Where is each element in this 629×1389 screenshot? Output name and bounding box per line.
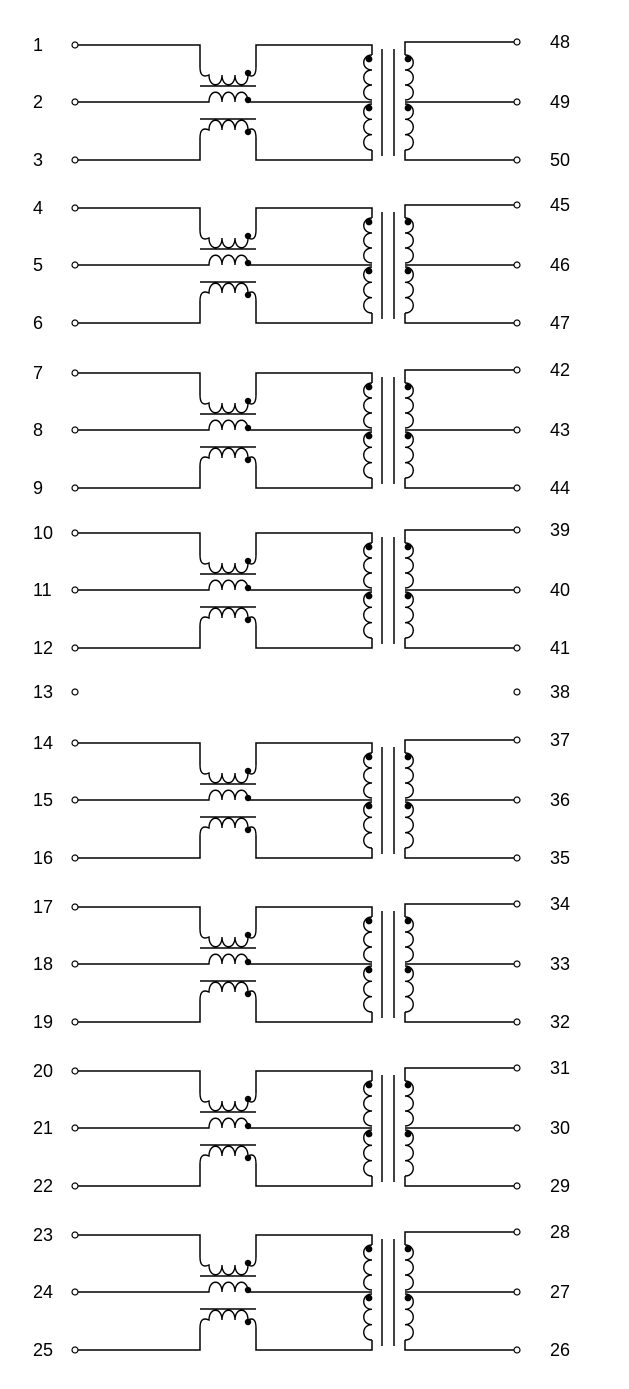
terminal-left (72, 205, 78, 211)
wire (256, 1071, 368, 1093)
wire (256, 907, 368, 929)
terminal-right (514, 262, 520, 268)
pin-label-right: 28 (550, 1222, 571, 1242)
wire (256, 138, 368, 160)
pin-label-left: 20 (33, 1061, 54, 1081)
pin-label-left: 15 (33, 790, 54, 810)
terminal-right (514, 202, 520, 208)
terminal-left (72, 530, 78, 536)
wire (78, 533, 200, 555)
wire (78, 836, 200, 858)
phase-dot (366, 105, 373, 112)
terminal-right (514, 645, 520, 651)
channel-1 (33, 32, 570, 170)
channel-4 (33, 520, 570, 658)
terminal-left (72, 645, 78, 651)
wire (368, 45, 372, 55)
wire (405, 1068, 514, 1081)
phase-dot (405, 105, 412, 112)
phase-dot (405, 593, 412, 600)
choke-winding-middle (206, 255, 248, 265)
pin-label-right: 43 (550, 420, 571, 440)
wire (405, 1232, 514, 1245)
pin-label-left: 10 (33, 523, 54, 543)
wire (405, 1340, 514, 1350)
terminal-right (514, 1289, 520, 1295)
pin-label-right: 47 (550, 313, 571, 333)
terminal-left (72, 1019, 78, 1025)
terminal-right (514, 1065, 520, 1071)
phase-dot (245, 1260, 251, 1266)
phase-dot (405, 803, 412, 810)
pin-label-left: 12 (33, 638, 54, 658)
choke-winding-middle (206, 92, 248, 102)
pin-label-left: 25 (33, 1340, 54, 1360)
terminal-right (514, 485, 520, 491)
pin-label-right: 39 (550, 520, 571, 540)
unconnected-pins (33, 682, 570, 702)
phase-dot (245, 129, 251, 135)
pin-label-left: 19 (33, 1012, 54, 1032)
pin-label-right: 31 (550, 1058, 571, 1078)
pin-label-left: 22 (33, 1176, 54, 1196)
phase-dot (245, 233, 251, 239)
terminal-left (72, 42, 78, 48)
wire (368, 907, 372, 917)
wire (368, 150, 372, 160)
terminal-left (72, 1125, 78, 1131)
pin-label-right: 36 (550, 790, 571, 810)
pin-label-right: 50 (550, 150, 571, 170)
phase-dot (405, 433, 412, 440)
wire (368, 1235, 372, 1245)
phase-dot (366, 219, 373, 226)
pin-label-right: 46 (550, 255, 571, 275)
wire (78, 743, 200, 765)
terminal-right (514, 320, 520, 326)
phase-dot (245, 617, 251, 623)
terminal-right (514, 527, 520, 533)
wire (256, 743, 368, 765)
terminal-left (72, 797, 78, 803)
terminal-right (514, 367, 520, 373)
terminal-left (72, 587, 78, 593)
wire (256, 1164, 368, 1186)
pin-label-right: 33 (550, 954, 571, 974)
phase-dot (366, 803, 373, 810)
phase-dot (405, 384, 412, 391)
wire (405, 370, 514, 383)
wire (256, 1235, 368, 1257)
wire (405, 150, 514, 160)
pin-label-right: 40 (550, 580, 571, 600)
phase-dot (405, 219, 412, 226)
terminal-right (514, 587, 520, 593)
phase-dot (366, 1082, 373, 1089)
wire (256, 373, 368, 395)
wire (256, 1000, 368, 1022)
wire (405, 205, 514, 218)
terminal-left (72, 370, 78, 376)
wire (78, 1328, 200, 1350)
wire (405, 904, 514, 917)
wire (256, 533, 368, 555)
pin-label-right: 37 (550, 730, 571, 750)
wire (78, 1164, 200, 1186)
pin-label-right: 49 (550, 92, 571, 112)
choke-winding-middle (206, 1118, 248, 1128)
pin-label-left: 18 (33, 954, 54, 974)
wire (405, 313, 514, 323)
wire (368, 1340, 372, 1350)
phase-dot (245, 1096, 251, 1102)
wire (256, 836, 368, 858)
pin-label-right: 26 (550, 1340, 571, 1360)
wire (405, 1012, 514, 1022)
terminal-left (72, 1183, 78, 1189)
wire (368, 478, 372, 488)
terminal-right (514, 39, 520, 45)
terminal-right (514, 737, 520, 743)
wire (368, 638, 372, 648)
wire (78, 1071, 200, 1093)
pin-label-left: 5 (33, 255, 44, 275)
wire (78, 466, 200, 488)
pin-label-left: 8 (33, 420, 44, 440)
terminal-right (514, 1347, 520, 1353)
phase-dot (245, 558, 251, 564)
wire (256, 45, 368, 67)
phase-dot (405, 1246, 412, 1253)
wire (405, 1176, 514, 1186)
terminal-left (72, 904, 78, 910)
terminal-right-nc (514, 689, 520, 695)
wire (78, 138, 200, 160)
pin-label-left: 1 (33, 35, 44, 55)
terminal-left (72, 1232, 78, 1238)
wire (368, 313, 372, 323)
wire (368, 743, 372, 753)
phase-dot (366, 1295, 373, 1302)
phase-dot (405, 1131, 412, 1138)
terminal-left (72, 1289, 78, 1295)
phase-dot (245, 70, 251, 76)
pin-label-right: 30 (550, 1118, 571, 1138)
pin-label-right: 45 (550, 195, 571, 215)
terminal-left (72, 99, 78, 105)
terminal-left (72, 262, 78, 268)
pin-label-right: 32 (550, 1012, 571, 1032)
terminal-left (72, 855, 78, 861)
channel-6 (33, 894, 570, 1032)
terminal-left (72, 740, 78, 746)
phase-dot (366, 1131, 373, 1138)
pin-label-left: 21 (33, 1118, 54, 1138)
wire (368, 373, 372, 383)
terminal-right (514, 427, 520, 433)
pin-label-left: 11 (33, 580, 52, 600)
wire (78, 907, 200, 929)
wire (78, 1000, 200, 1022)
wire (405, 530, 514, 543)
pin-label-left: 17 (33, 897, 54, 917)
terminal-right (514, 1125, 520, 1131)
terminal-left-nc (72, 689, 78, 695)
pin-label-right: 27 (550, 1282, 571, 1302)
channel-5 (33, 730, 570, 868)
terminal-right (514, 1183, 520, 1189)
choke-winding-middle (206, 1282, 248, 1292)
phase-dot (405, 754, 412, 761)
channel-3 (33, 360, 570, 498)
pin-label-left: 2 (33, 92, 44, 112)
wire (78, 373, 200, 395)
pin-label-right: 34 (550, 894, 571, 914)
pin-label-left: 14 (33, 733, 54, 753)
wire (256, 466, 368, 488)
phase-dot (405, 1082, 412, 1089)
wire (78, 626, 200, 648)
wire (78, 208, 200, 230)
pin-label-right: 41 (550, 638, 571, 658)
pin-label-left: 23 (33, 1225, 54, 1245)
terminal-right (514, 901, 520, 907)
channel-8 (33, 1222, 570, 1360)
terminal-left (72, 961, 78, 967)
pin-label-left: 4 (33, 198, 44, 218)
terminal-left (72, 427, 78, 433)
wire (368, 848, 372, 858)
wire (256, 626, 368, 648)
wire (368, 1176, 372, 1186)
phase-dot (245, 398, 251, 404)
pin-label-right: 44 (550, 478, 571, 498)
phase-dot (245, 991, 251, 997)
phase-dot (245, 1155, 251, 1161)
choke-winding-middle (206, 420, 248, 430)
choke-winding-middle (206, 790, 248, 800)
phase-dot (366, 1246, 373, 1253)
pin-label-right: 29 (550, 1176, 571, 1196)
terminal-left (72, 157, 78, 163)
phase-dot (405, 1295, 412, 1302)
wire (368, 533, 372, 543)
pin-label-left: 3 (33, 150, 44, 170)
phase-dot (245, 292, 251, 298)
pin-label-right: 35 (550, 848, 571, 868)
terminal-left (72, 320, 78, 326)
terminal-right (514, 961, 520, 967)
pin-label-right: 42 (550, 360, 571, 380)
phase-dot (366, 967, 373, 974)
terminal-right (514, 157, 520, 163)
pin-label-left: 9 (33, 478, 44, 498)
phase-dot (405, 56, 412, 63)
phase-dot (366, 433, 373, 440)
terminal-left (72, 1347, 78, 1353)
terminal-left (72, 1068, 78, 1074)
wire (405, 848, 514, 858)
wire (368, 208, 372, 218)
choke-winding-middle (206, 954, 248, 964)
terminal-right (514, 99, 520, 105)
wire (405, 740, 514, 753)
phase-dot (366, 544, 373, 551)
wire (405, 42, 514, 55)
terminal-left (72, 485, 78, 491)
phase-dot (245, 457, 251, 463)
wire (256, 301, 368, 323)
terminal-right (514, 1229, 520, 1235)
pin-label-right-nc: 38 (550, 682, 571, 702)
channels-group (33, 32, 570, 1360)
phase-dot (405, 544, 412, 551)
wire (78, 301, 200, 323)
pin-label-left: 24 (33, 1282, 54, 1302)
pin-label-left-nc: 13 (33, 682, 54, 702)
channel-7 (33, 1058, 570, 1196)
phase-dot (405, 918, 412, 925)
terminal-right (514, 797, 520, 803)
choke-winding-middle (206, 580, 248, 590)
phase-dot (366, 56, 373, 63)
wire (78, 45, 200, 67)
pin-label-right: 48 (550, 32, 571, 52)
channel-2 (33, 195, 570, 333)
wire (368, 1071, 372, 1081)
wire (405, 478, 514, 488)
phase-dot (366, 384, 373, 391)
terminal-right (514, 1019, 520, 1025)
phase-dot (366, 268, 373, 275)
pin-label-left: 6 (33, 313, 44, 333)
phase-dot (366, 593, 373, 600)
phase-dot (405, 967, 412, 974)
phase-dot (366, 754, 373, 761)
pin-label-left: 16 (33, 848, 54, 868)
wire (368, 1012, 372, 1022)
wire (405, 638, 514, 648)
phase-dot (245, 768, 251, 774)
phase-dot (405, 268, 412, 275)
wire (78, 1235, 200, 1257)
phase-dot (366, 918, 373, 925)
pin-label-left: 7 (33, 363, 44, 383)
phase-dot (245, 827, 251, 833)
terminal-right (514, 855, 520, 861)
wire (256, 208, 368, 230)
phase-dot (245, 1319, 251, 1325)
phase-dot (245, 932, 251, 938)
wire (256, 1328, 368, 1350)
